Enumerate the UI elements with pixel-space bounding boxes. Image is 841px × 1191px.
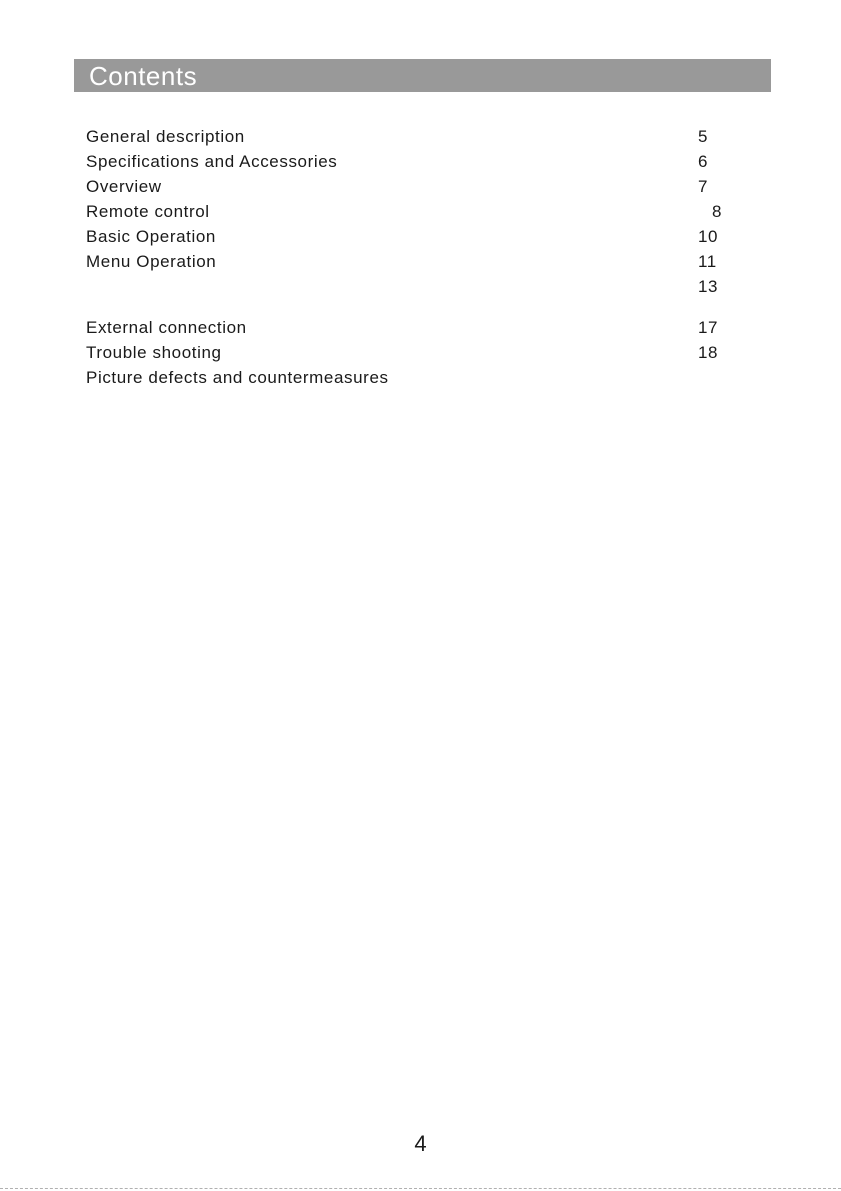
toc-entry-page: 6: [698, 152, 709, 171]
toc-entry-page: 7: [698, 177, 709, 196]
toc-entry-page: 13: [698, 277, 719, 296]
toc-entry-title: Remote control: [86, 202, 210, 221]
toc-entry-title: Picture defects and countermeasures: [86, 368, 389, 387]
toc-entry[interactable]: [86, 367, 746, 392]
toc-entry-page: 17: [698, 318, 719, 337]
toc-entry[interactable]: [86, 317, 746, 342]
toc-entry-title: Overview: [86, 177, 162, 196]
toc-entry-title: Basic Operation: [86, 227, 216, 246]
toc-entry[interactable]: [86, 251, 746, 276]
toc-entry-page: 18: [698, 343, 719, 362]
page-title: Contents: [89, 61, 198, 91]
toc-entry[interactable]: [86, 226, 746, 251]
toc-entry[interactable]: [86, 201, 746, 226]
toc-entry-title: Specifications and Accessories: [86, 152, 338, 171]
toc-entry-title: Menu Operation: [86, 252, 217, 271]
toc-entry[interactable]: [86, 151, 746, 176]
contents-header-bar: [74, 59, 771, 92]
toc-entry-title: Trouble shooting: [86, 343, 222, 362]
page-number: 4: [414, 1131, 427, 1156]
toc-entry[interactable]: [86, 126, 746, 151]
toc-entry[interactable]: [86, 176, 746, 201]
toc-entry-title: General description: [86, 127, 245, 146]
toc-entry-page: 10: [698, 227, 719, 246]
toc-entry[interactable]: [86, 342, 746, 367]
toc-entry-page: 5: [698, 127, 709, 146]
toc-entry[interactable]: [86, 276, 746, 301]
toc-entry-title: External connection: [86, 318, 247, 337]
page-bottom-rule: [0, 1188, 841, 1189]
toc-entry-page: 11: [698, 252, 717, 271]
table-of-contents: [86, 126, 746, 392]
toc-entry-page: 8: [712, 202, 723, 221]
